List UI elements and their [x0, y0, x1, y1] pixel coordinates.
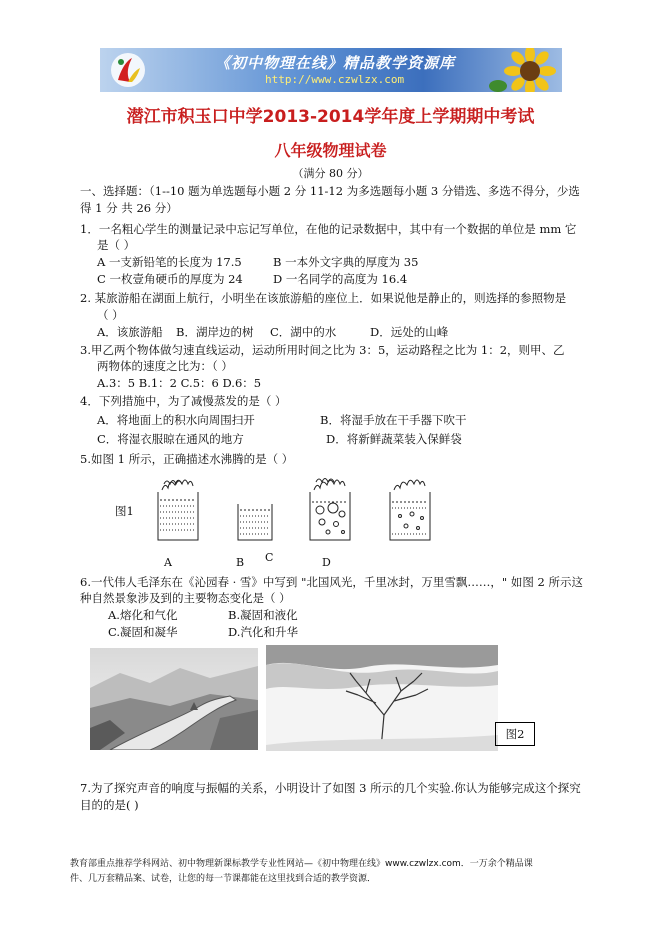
- exam-subtitle: 八年级物理试卷: [274, 141, 387, 160]
- q6-stem-cont: 种自然景象涉及到的主要物态变化是（ ）: [80, 591, 291, 605]
- q2-stem-cont: （ ）: [97, 308, 124, 322]
- beaker-b: [238, 504, 272, 540]
- q1-option-b: B 一本外文字典的厚度为 35: [273, 255, 419, 269]
- q2-option-c: C．湖中的水: [270, 325, 337, 339]
- q1-option-d: D 一名同学的高度为 16.4: [273, 272, 408, 286]
- banner-url[interactable]: http://www.czwlzx.com: [265, 73, 405, 86]
- score-note: （满分 80 分）: [292, 167, 369, 180]
- q2-option-d: D．远处的山峰: [370, 325, 449, 339]
- q3-stem: 3.甲乙两个物体做匀速直线运动，运动所用时间之比为 3：5，运动路程之比为 1：2，则甲、乙: [80, 343, 565, 357]
- q7-stem-cont: 目的的是( ): [80, 798, 139, 812]
- q6-option-a: A.熔化和气化: [108, 608, 178, 622]
- q7-stem: 7.为了探究声音的响度与振幅的关系，小明设计了如图 3 所示的几个实验.你认为能够完成这个探究: [80, 781, 581, 795]
- q4-option-b: B．将湿手放在干手器下吹干: [320, 413, 467, 427]
- q3-options: A.3：5 B.1：2 C.5：6 D.6：5: [97, 376, 262, 390]
- q5-stem: 5.如图 1 所示，正确描述水沸腾的是（ ）: [80, 452, 294, 466]
- q1-option-a: A 一支新铅笔的长度为 17.5: [97, 255, 242, 269]
- q1-stem-cont: 是（ ）: [97, 238, 136, 252]
- q6-stem: 6.一代伟人毛泽东在《沁园春 · 雪》中写到 "北国风光，千里冰封，万里雪飘……，" 如图 2 所示这: [80, 575, 583, 589]
- q3-stem-cont: 两物体的速度之比为：（ ）: [97, 359, 233, 373]
- q6-option-c: C.凝固和凝华: [108, 625, 178, 639]
- q4-stem: 4．下列措施中，为了减慢蒸发的是（ ）: [80, 394, 287, 408]
- sunflower-icon: [488, 48, 558, 92]
- beaker-label-c: C: [265, 551, 274, 564]
- footer-line-2: 件、几万套精品案、试卷，让您的每一节课都能在这里找到合适的教学资源．: [70, 874, 377, 884]
- beaker-label-a: A: [164, 556, 172, 569]
- great-wall-snow-photo: [90, 648, 258, 750]
- q6-option-b: B.凝固和液化: [228, 608, 298, 622]
- figure-1-label: 图1: [115, 504, 134, 518]
- exam-title: 潜江市积玉口中学2013-2014学年度上学期期中考试: [126, 107, 535, 127]
- banner-title: 《初中物理在线》精品教学资源库: [215, 54, 456, 72]
- snow-tree-photo: [266, 645, 498, 751]
- q2-option-a: A．该旅游船: [97, 325, 163, 339]
- q2-stem: 2. 某旅游船在湖面上航行，小明坐在该旅游船的座位上．如果说他是静止的，则选择的参照物是: [80, 291, 567, 305]
- q4-option-d: D．将新鲜蔬菜装入保鲜袋: [326, 432, 462, 446]
- beaker-label-b: B: [236, 556, 245, 569]
- page-footer: [70, 857, 610, 887]
- section-heading: 一、选择题：（1--10 题为单选题每小题 2 分 11-12 为多选题每小题 3 分错选、多选不得分，少选: [80, 184, 580, 198]
- section-heading-cont: 得 1 分 共 26 分）: [80, 201, 178, 215]
- beaker-c: [310, 479, 350, 541]
- beaker-label-d: D: [322, 556, 331, 569]
- header-banner: [100, 48, 562, 92]
- footer-line-1: 教育部重点推荐学科网站、初中物理新课标教学专业性网站—《初中物理在线》www.czwlzx.com．一万余个精品课: [70, 859, 533, 869]
- boiling-beakers-figure: [150, 470, 450, 550]
- beaker-a: [158, 480, 198, 540]
- q6-option-d: D.汽化和升华: [228, 625, 298, 639]
- q4-option-a: A．将地面上的积水向周围扫开: [97, 413, 255, 427]
- q1-stem: 1．一名粗心学生的测量记录中忘记写单位，在他的记录数据中，其中有一个数据的单位是 mm 它: [80, 222, 577, 236]
- q2-option-b: B．湖岸边的树: [176, 325, 254, 339]
- site-logo-icon: [110, 52, 146, 88]
- figure-2-label: 图2: [495, 722, 535, 746]
- q4-option-c: C．将湿衣服晾在通风的地方: [97, 432, 244, 446]
- beaker-d: [390, 480, 430, 540]
- q1-option-c: C 一枚壹角硬币的厚度为 24: [97, 272, 243, 286]
